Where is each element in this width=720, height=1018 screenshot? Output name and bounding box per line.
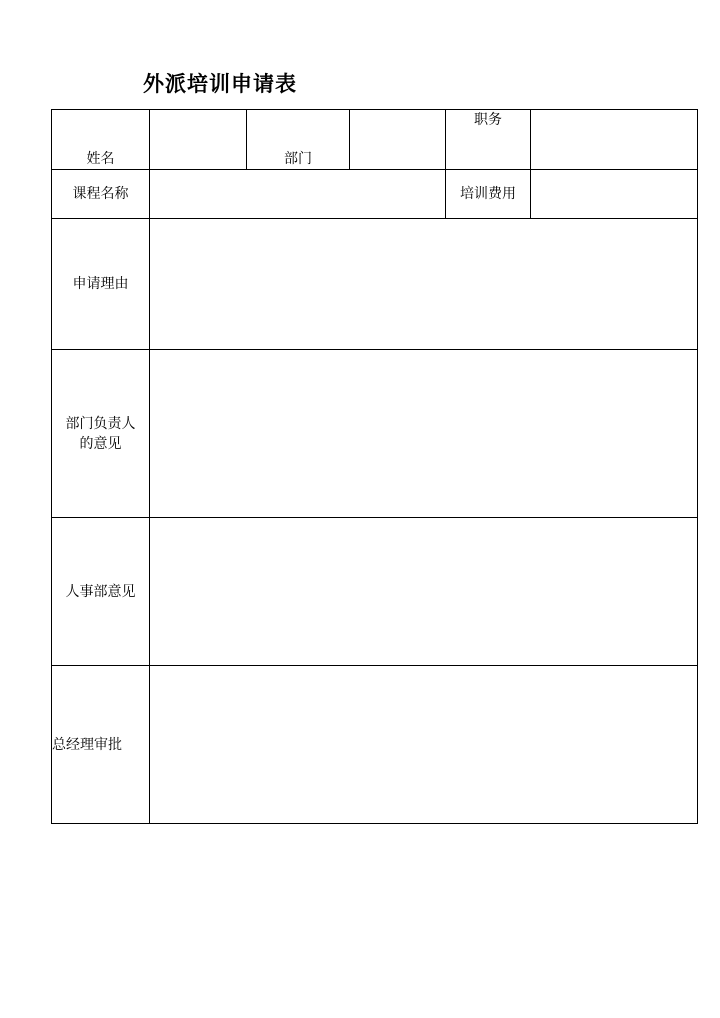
form-row-gm-approval bbox=[52, 666, 698, 824]
training-application-form bbox=[51, 109, 698, 824]
form-row-reason bbox=[52, 219, 698, 350]
name-field[interactable] bbox=[150, 110, 247, 170]
course-name-field[interactable] bbox=[150, 170, 446, 219]
hr-opinion-label: 人事部意见 bbox=[52, 518, 150, 666]
hr-opinion-field[interactable] bbox=[150, 518, 698, 666]
form-row-dept-head-opinion bbox=[52, 350, 698, 518]
reason-field[interactable] bbox=[150, 219, 698, 350]
department-label: 部门 bbox=[247, 110, 350, 170]
form-row-course-info bbox=[52, 170, 698, 219]
gm-approval-label: 总经理审批 bbox=[52, 666, 150, 824]
department-field[interactable] bbox=[350, 110, 446, 170]
training-fee-label: 培训费用 bbox=[446, 170, 531, 219]
dept-head-opinion-field[interactable] bbox=[150, 350, 698, 518]
position-label: 职务 bbox=[446, 110, 531, 170]
gm-approval-field[interactable] bbox=[150, 666, 698, 824]
reason-label: 申请理由 bbox=[52, 219, 150, 350]
dept-head-opinion-label-cell bbox=[52, 350, 150, 518]
dept-head-opinion-label: 部门负责人的意见 bbox=[65, 415, 136, 452]
form-row-basic-info bbox=[52, 110, 698, 170]
training-fee-field[interactable] bbox=[531, 170, 698, 219]
position-field[interactable] bbox=[531, 110, 698, 170]
name-label: 姓名 bbox=[52, 110, 150, 170]
form-row-hr-opinion bbox=[52, 518, 698, 666]
course-name-label: 课程名称 bbox=[52, 170, 150, 219]
document-title: 外派培训申请表 bbox=[143, 71, 297, 96]
